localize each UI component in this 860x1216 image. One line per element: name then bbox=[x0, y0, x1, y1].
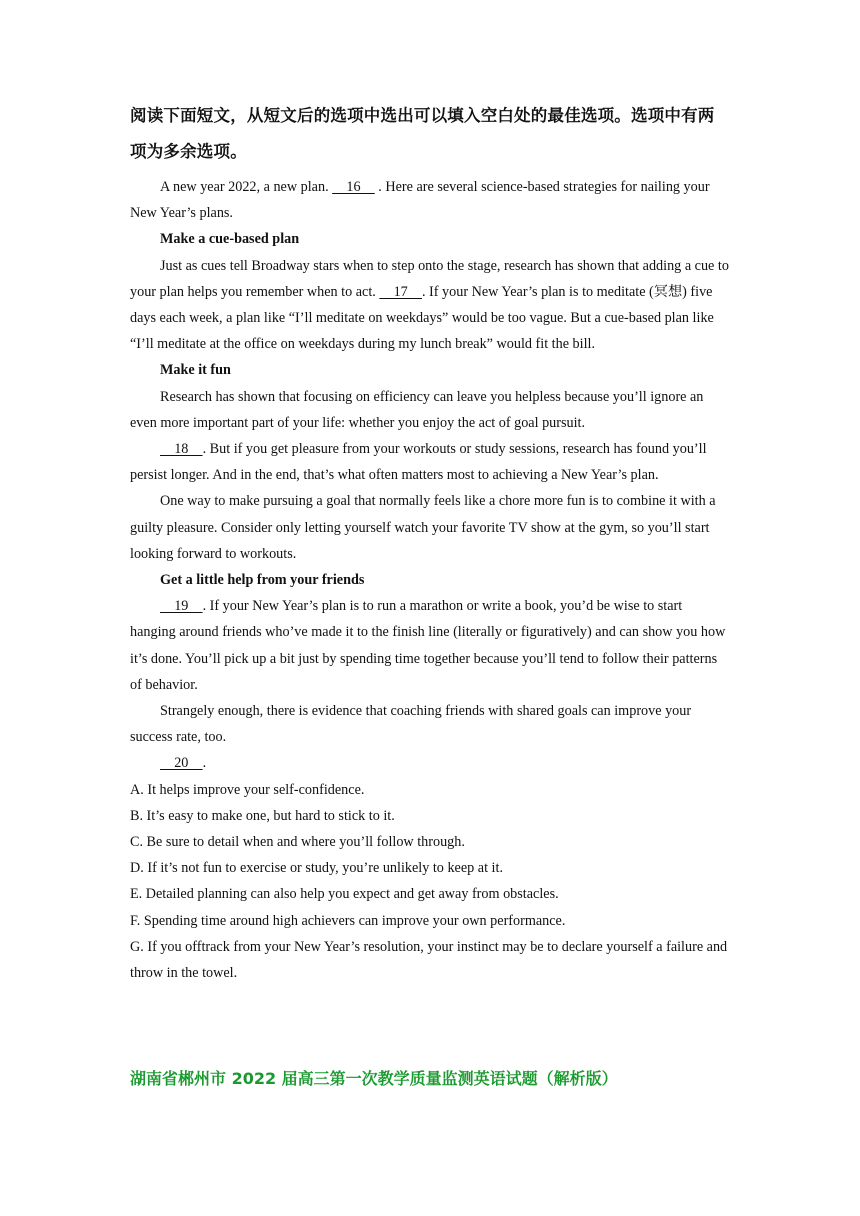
paragraph-4-text: . But if you get pleasure from your workouts or study sessions, research has found you’ll persist longer. And in the end, that’s what often matters most to achieving a New Year’s plan. bbox=[130, 441, 707, 484]
option-e: E. Detailed planning can also help you expect and get away from obstacles. bbox=[130, 886, 559, 903]
paragraph-5: One way to make pursuing a goal that normally feels like a chore more fun is to combine it with a guilty pleasure. Consider only letting yourself watch your favorite TV show at the gym, so you’ll start looking forward to workouts. bbox=[130, 493, 716, 562]
option-g: G. If you offtrack from your New Year’s resolution, your instinct may be to declare yourself a failure and throw in the towel. bbox=[130, 938, 728, 982]
paragraph-2-text-b: . If your New Year’s plan is to meditate (冥想) five days each week, a plan like “I’ll meditate on weekdays” would be too vague. But a cue-based plan like “I’ll meditate at the office on weekdays during my lunch break” would fit the bill. bbox=[130, 283, 714, 353]
section-heading-make-it-fun: Make it fun bbox=[160, 362, 231, 379]
paragraph-6 bbox=[130, 593, 730, 698]
document-source-title: 湖南省郴州市 2022 届高三第一次教学质量监测英语试题（解析版） bbox=[130, 1069, 618, 1088]
paragraph-8 bbox=[130, 750, 730, 776]
paragraph-4 bbox=[130, 436, 730, 488]
paragraph-6-text: . If your New Year’s plan is to run a marathon or write a book, you’d be wise to start hanging around friends who’ve made it to the finish line (literally or figuratively) and can show you how it’s done. You’ll pick up a bit just by spending time together because you’ll tend to follow their patterns of behavior. bbox=[130, 598, 726, 693]
options-list bbox=[130, 777, 730, 987]
paragraph-2-text-a: Just as cues tell Broadway stars when to step onto the stage, research has shown that adding a cue to your plan helps you remember when to act. bbox=[130, 257, 729, 300]
option-c: C. Be sure to detail when and where you’ll follow through. bbox=[130, 834, 465, 851]
blank-17: 17 bbox=[379, 283, 422, 300]
paragraph-3: Research has shown that focusing on efficiency can leave you helpless because you’ll ignore an even more important part of your life: whether you enjoy the act of goal pursuit. bbox=[130, 388, 704, 431]
paragraph-1 bbox=[130, 174, 730, 226]
paragraph-1-text-b: . Here are several science-based strategies for nailing your New Year’s plans. bbox=[130, 179, 710, 222]
section-heading-friends: Get a little help from your friends bbox=[160, 572, 365, 589]
paragraph-2 bbox=[130, 253, 730, 358]
document-body bbox=[130, 98, 730, 986]
option-d: D. If it’s not fun to exercise or study, you’re unlikely to keep at it. bbox=[130, 860, 503, 877]
paragraph-1-text-a: A new year 2022, a new plan. bbox=[160, 179, 333, 195]
paragraph-7: Strangely enough, there is evidence that coaching friends with shared goals can improve your success rate, too. bbox=[130, 703, 692, 746]
blank-16: 16 bbox=[332, 179, 375, 195]
blank-19: 19 bbox=[160, 598, 203, 615]
section-heading-cue-based-plan: Make a cue-based plan bbox=[160, 231, 300, 248]
instruction-text: 阅读下面短文，从短文后的选项中选出可以填入空白处的最佳选项。选项中有两项为多余选项。 bbox=[130, 106, 715, 161]
blank-18: 18 bbox=[160, 441, 203, 458]
option-f: F. Spending time around high achievers can improve your own performance. bbox=[130, 912, 566, 929]
blank-20: 20 bbox=[160, 755, 203, 772]
paragraph-8-text: . bbox=[202, 755, 207, 772]
option-b: B. It’s easy to make one, but hard to stick to it. bbox=[130, 807, 395, 824]
option-a: A. It helps improve your self-confidence. bbox=[130, 781, 365, 798]
